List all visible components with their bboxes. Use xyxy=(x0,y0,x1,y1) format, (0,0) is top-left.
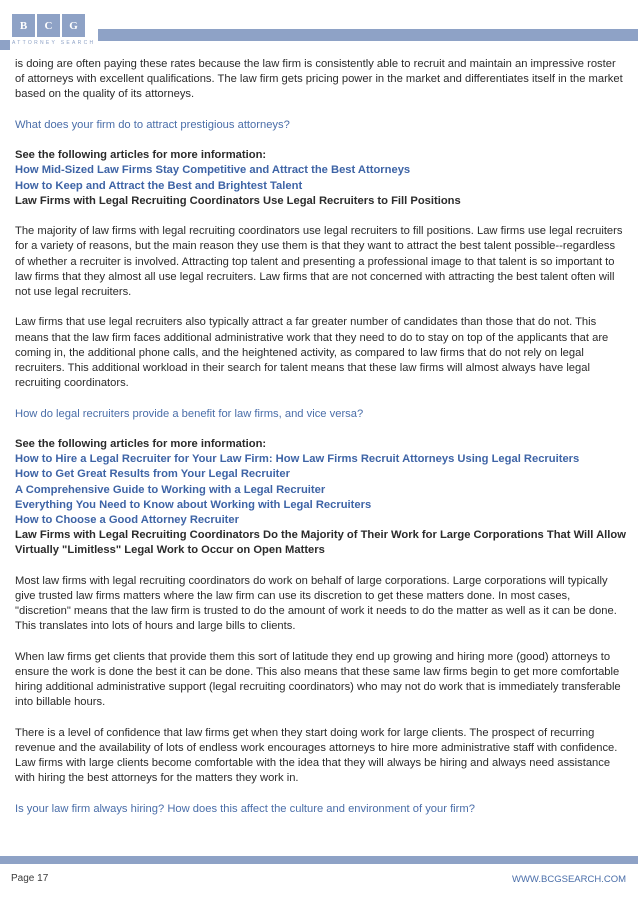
article-title: Law Firms with Legal Recruiting Coordinators Use Legal Recruiters to Fill Positions xyxy=(15,194,461,207)
paragraph-2: The majority of law firms with legal recruiting coordinators use legal recruiters to fill positions. Law firms use legal recruiters for a variety of reasons, but the main reason they use them is that they want to attract the best talent possible--regardless of whether a recruiter is involved. Attracting top talent and presenting a professional image to that talent is so important to law firms that they almost all use legal recruiters. Law firms that are not concerned with attracting the best talent often will not use legal recruiters. xyxy=(15,225,623,298)
references-heading: See the following articles for more information: xyxy=(15,437,267,450)
paragraph-5: When law firms get clients that provide them this sort of latitude they end up growing and hiring more (good) attorneys to ensure the work is done the best it can be done. This also means that these same law firms begin to get more comfortable hiring additional administrative support (legal recruiting coordinators) who may not do work that is immediately transferable into billable hours. xyxy=(15,650,621,709)
article-title: Law Firms with Legal Recruiting Coordinators Do the Majority of Their Work for Large Corporations That Will Allow Virtually "Limitless" Legal Work to Occur on Open Matters xyxy=(15,529,626,557)
paragraph-4: Most law firms with legal recruiting coordinators do work on behalf of large corporations. Large corporations will typically give trusted law firms matters where the law firm can use its discretion to get these matters done. In most cases, "discretion" means that the law firm is trusted to do the amount of work it needs to do the matter as well as it can be done. This translates into lots of hours and large bills to clients. xyxy=(15,574,617,633)
paragraph-1: is doing are often paying these rates because the law firm is consistently able to recruit and maintain an impressive roster of attorneys with excellent qualifications. The law firm gets pricing power in the market and differentiates itself in the market based on the quality of its attorneys. xyxy=(15,58,623,101)
document-body xyxy=(15,57,627,852)
question-2: How do legal recruiters provide a benefit for law firms, and vice versa? xyxy=(15,407,364,420)
question-3: Is your law firm always hiring? How does this affect the culture and environment of your firm? xyxy=(15,802,475,815)
article-link[interactable]: How to Choose a Good Attorney Recruiter xyxy=(15,514,239,526)
references-block-1 xyxy=(15,148,627,209)
paragraph-6: There is a level of confidence that law firms get when they start doing work for large clients. The prospect of recurring revenue and the availability of lots of endless work encourages attorneys to hire more administrative staff with confidence. Law firms with large clients become comfortable with the idea that they will always be hiring and always need assistance with hiring the best attorneys for the matters they work in. xyxy=(15,726,618,785)
references-block-2 xyxy=(15,437,627,559)
article-link[interactable]: How to Keep and Attract the Best and Brightest Talent xyxy=(15,179,303,192)
logo-subtitle: ATTORNEY SEARCH xyxy=(12,40,96,46)
article-link[interactable]: How to Get Great Results from Your Legal Recruiter xyxy=(15,468,290,481)
article-link[interactable]: How to Hire a Legal Recruiter for Your Law Firm: How Law Firms Recruit Attorneys Using Legal Recruiters xyxy=(15,453,580,466)
page-header xyxy=(0,0,638,56)
paragraph-3: Law firms that use legal recruiters also typically attract a far greater number of candidates than those that do not. This means that the law firm faces additional administrative work that they need to do to stay on top of the applicants that are coming in, the additional phone calls, and the heightened activity, as compared to law firms that do not rely on legal recruiters. This additional workload in their search for talent means that these law firms will almost always have legal recruiting coordinators. xyxy=(15,316,609,390)
logo-letter-c: C xyxy=(37,14,60,37)
footer-accent-bar xyxy=(0,856,638,864)
bcg-logo xyxy=(12,14,100,46)
question-1: What does your firm do to attract prestigious attorneys? xyxy=(15,118,290,131)
website-link[interactable]: WWW.BCGSEARCH.COM xyxy=(512,874,626,885)
logo-letter-b: B xyxy=(12,14,35,37)
logo-letter-g: G xyxy=(62,14,85,37)
references-heading: See the following articles for more information: xyxy=(15,149,267,162)
header-accent-block xyxy=(0,40,10,50)
article-link[interactable]: A Comprehensive Guide to Working with a Legal Recruiter xyxy=(15,483,326,496)
header-accent-bar xyxy=(98,29,638,41)
page-number: Page 17 xyxy=(11,873,49,884)
article-link[interactable]: How Mid-Sized Law Firms Stay Competitive and Attract the Best Attorneys xyxy=(15,164,411,177)
article-link[interactable]: Everything You Need to Know about Working with Legal Recruiters xyxy=(15,498,372,511)
